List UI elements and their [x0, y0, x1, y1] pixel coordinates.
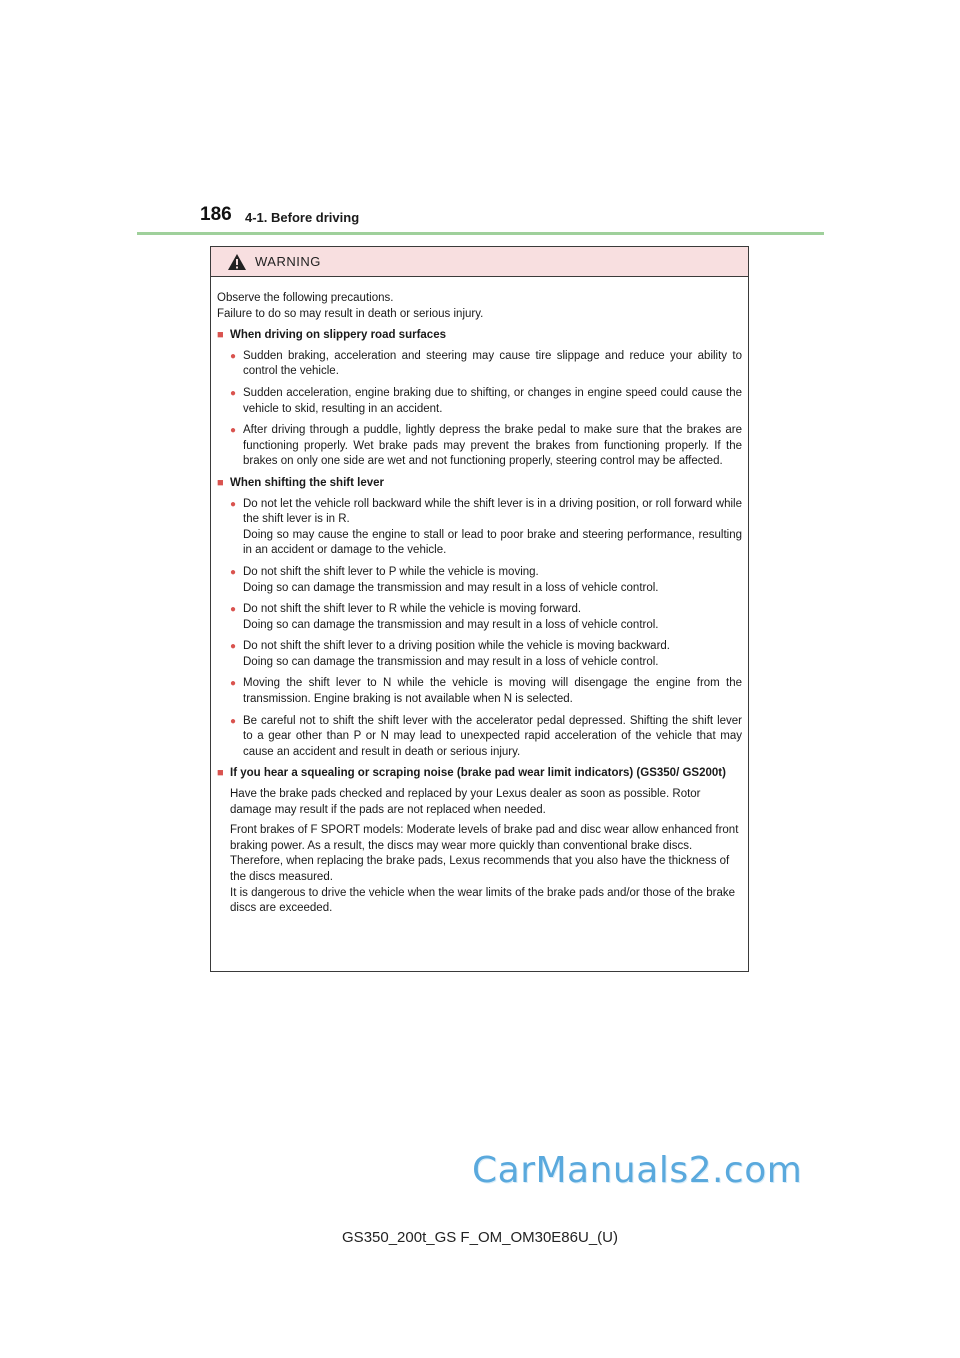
intro-line-1: Observe the following precautions.: [217, 292, 394, 304]
bullet-item: [230, 497, 742, 559]
bullet-text: Sudden braking, acceleration and steering may cause tire slippage and reduce your ability to control the vehicle.: [243, 349, 742, 378]
bullet-text: After driving through a puddle, lightly depress the brake pedal to make sure that the brakes are functioning properly. Wet brake pads may prevent the brakes from functioning properly. If the brakes on only one side are wet and not functioning properly, steering control may be affected.: [243, 424, 742, 468]
bullet-text: Sudden acceleration, engine braking due to shifting, or changes in engine speed could cause the vehicle to skid, resulting in an accident.: [243, 386, 742, 415]
section-heading: [217, 766, 742, 782]
warning-triangle-icon: [227, 253, 247, 271]
section-heading: [217, 328, 742, 344]
bullet-item: [230, 714, 742, 761]
round-bullet-icon: ●: [230, 387, 237, 399]
section-paragraph: Have the brake pads checked and replaced by your Lexus dealer as soon as possible. Rotor damage may result if the pads are not replaced when needed.: [230, 788, 701, 816]
round-bullet-icon: ●: [230, 678, 237, 690]
bullet-item: [230, 423, 742, 470]
page-number: 186: [200, 204, 232, 225]
bullet-item: [230, 602, 742, 633]
bullet-text: Be careful not to shift the shift lever with the accelerator pedal depressed. Shifting the shift lever to a gear other than P or N may lead to unexpected rapid acceleration of the vehicle that may cause an accident and result in death or serious injury.: [243, 714, 742, 758]
warning-body: [211, 277, 748, 917]
round-bullet-icon: ●: [230, 641, 237, 653]
bullet-text: Do not shift the shift lever to P while the vehicle is moving. Doing so can damage the transmission and may result in a loss of vehicle control.: [243, 565, 659, 594]
round-bullet-icon: ●: [230, 498, 237, 510]
section-title: 4-1. Before driving: [245, 210, 360, 225]
square-bullet-icon: ■: [217, 767, 224, 780]
bullet-text: Moving the shift lever to N while the vehicle is moving will disengage the engine from the transmission. Engine braking is not available when N is selected.: [243, 677, 742, 706]
round-bullet-icon: ●: [230, 350, 237, 362]
bullet-text: Do not shift the shift lever to R while the vehicle is moving forward. Doing so can damage the transmission and may result in a loss of vehicle control.: [243, 603, 659, 631]
warning-header: [211, 247, 748, 277]
intro-line-2: Failure to do so may result in death or serious injury.: [217, 307, 484, 320]
bullet-item: [230, 386, 742, 417]
section-heading-text: When shifting the shift lever: [230, 476, 384, 489]
footer-code: GS350_200t_GS F_OM_OM30E86U_(U): [342, 1229, 618, 1246]
square-bullet-icon: ■: [217, 476, 224, 489]
round-bullet-icon: ●: [230, 715, 237, 727]
bullet-text: Do not let the vehicle roll backward while the shift lever is in a driving position, or roll forward while the shift lever is in R. Doing so may cause the engine to stall or lead to poor brake and steering performance, resulting in an accident or damage to the vehicle.: [243, 497, 742, 557]
round-bullet-icon: ●: [230, 425, 237, 437]
warning-box: [210, 246, 749, 972]
bullet-item: [230, 565, 742, 596]
header-rule: [137, 232, 824, 235]
section-heading: [217, 476, 742, 492]
section-heading-text: If you hear a squealing or scraping noise (brake pad wear limit indicators) (GS350/ GS200t): [230, 767, 726, 780]
round-bullet-icon: ●: [230, 604, 237, 616]
section-heading-text: When driving on slippery road surfaces: [230, 329, 446, 342]
bullet-item: [230, 349, 742, 380]
bullet-item: [230, 676, 742, 707]
watermark-logo: CarManuals2.com: [472, 1150, 803, 1191]
section-paragraph: Front brakes of F SPORT models: Moderate levels of brake pad and disc wear allow enhanced front braking power. As a result, the discs may wear more quickly than conventional brake discs. Therefore, when replacing the brake pads, Lexus recommends that you also have the thickness of the discs measured. It is dangerous to drive the vehicle when the wear limits of the brake pads and/or those of the brake discs are exceeded.: [230, 824, 739, 915]
bullet-item: [230, 639, 742, 670]
round-bullet-icon: ●: [230, 566, 237, 578]
warning-title: WARNING: [255, 254, 321, 269]
bullet-text: Do not shift the shift lever to a driving position while the vehicle is moving backward. Doing so can damage the transmission and may result in a loss of vehicle control.: [243, 640, 670, 668]
square-bullet-icon: ■: [217, 329, 224, 342]
